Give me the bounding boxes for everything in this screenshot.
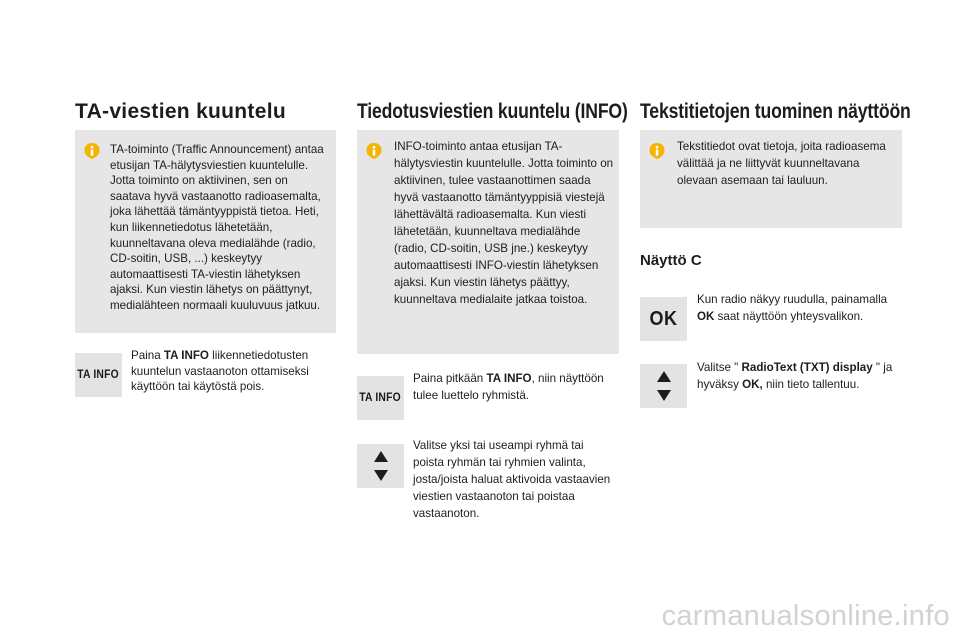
step-info-list: Paina pitkään TA INFO, niin näyttöön tulee luettelo ryhmistä.: [413, 372, 604, 402]
title-radiotext: Tekstitietojen tuominen näyttöön: [640, 100, 911, 123]
ta-info-button-label: TA INFO: [77, 369, 120, 381]
info-text-radiotext: Tekstitiedot ovat tietoja, joita radioasema välittää ja ne liittyvät kuunneltavana olevaan asemaan tai lauluun.: [677, 140, 886, 187]
step-info-select-groups: Valitse yksi tai useampi ryhmä tai poista ryhmän tai ryhmien valinta, josta/joista haluat aktivoida vastaavien viestien vastaanoton tai poistaa vastaanoton.: [413, 439, 611, 520]
ta-info-button[interactable]: [75, 353, 122, 397]
info-box-info: [357, 130, 619, 354]
info-text-ta: TA-toiminto (Traffic Announcement) antaa etusijan TA-hälytysviestien kuuntelulle. Jotta toiminto on aktiivinen, sen on saatava hyvä vastaanotto radioasemalta, joka lähettää tämäntyyppistä tietoa. Heti, kun liikennetiedotus lähetetään, kuunneltavana oleva medialähde (radio, CD-soitin, USB, ...) keskeytyy automaattisesti TA-viestin lähetyksen ajaksi. Kun viestin lähetys on päättynyt, medialähteen normaali kuuluvuus jatkuu.: [110, 143, 324, 312]
info-icon: [83, 142, 101, 160]
title-ta-messages: TA-viestien kuuntelu: [75, 100, 286, 123]
subheading-display-c: Näyttö C: [640, 252, 702, 269]
info-icon: [648, 142, 666, 160]
ta-info-long-press-button[interactable]: [357, 376, 404, 420]
title-info-messages: Tiedotusviestien kuuntelu (INFO): [357, 100, 628, 123]
step-ta-toggle: Paina TA INFO liikennetiedotusten kuuntelun vastaanoton ottamiseksi käyttöön tai käytöstä pois.: [131, 349, 309, 394]
up-arrow-icon: [374, 451, 388, 462]
ok-button[interactable]: [640, 297, 687, 341]
ok-button-label: OK: [649, 307, 678, 330]
info-icon: [365, 142, 383, 160]
up-down-arrows-button[interactable]: [357, 444, 404, 488]
step-ok-context-menu: Kun radio näkyy ruudulla, painamalla OK saat näyttöön yhteysvalikon.: [697, 293, 888, 323]
info-text-info: INFO-toiminto antaa etusijan TA-hälytysviestin kuuntelulle. Jotta toiminto on aktiivinen, tulee vastaanottimen saada hyvä vastaanotto tämäntyyppisiä viestejä lähettävältä radioasemalta. Kun viesti lähetetään, kuunneltava medialähde (radio, CD-soitin, USB jne.) keskeytyy automaattisesti INFO-viestin lähetyksen ajaksi. Kun viestin lähetys päättyy, kuunneltava medialaite jatkaa toistoa.: [394, 140, 614, 306]
step-radiotext-select: Valitse " RadioText (TXT) display " ja hyväksy OK, niin tieto tallentuu.: [697, 361, 893, 391]
up-arrow-icon: [657, 371, 671, 382]
watermark: carmanualsonline.info: [661, 600, 950, 632]
info-box-ta: [75, 130, 336, 333]
down-arrow-icon: [657, 390, 671, 401]
down-arrow-icon: [374, 470, 388, 481]
up-down-arrows-button[interactable]: [640, 364, 687, 408]
info-box-radiotext: [640, 130, 902, 228]
ta-info-button-label: TA INFO: [359, 392, 402, 404]
